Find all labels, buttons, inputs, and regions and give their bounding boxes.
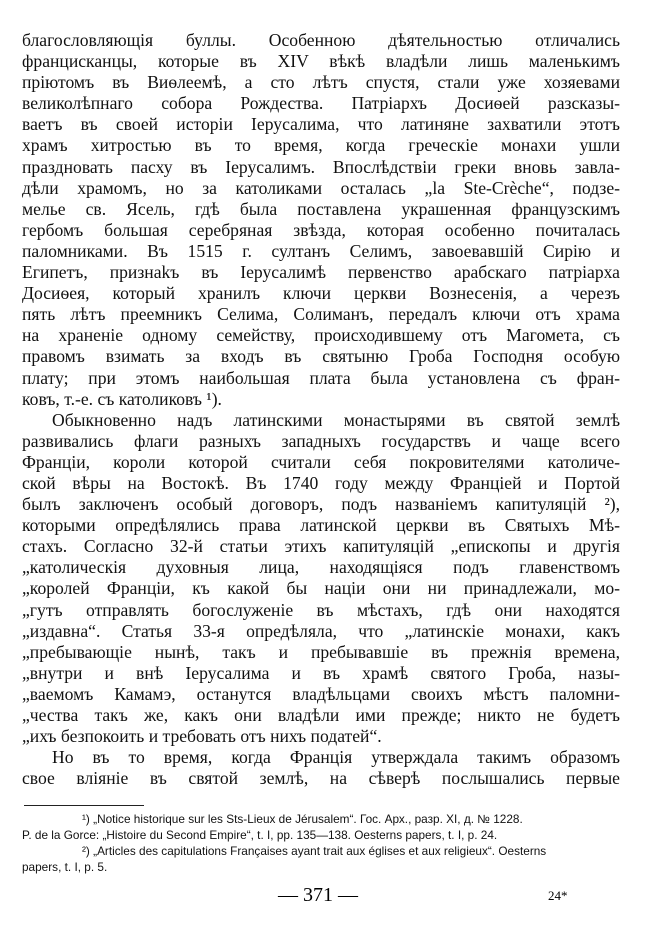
text-line: дѣли храмомъ, но за католиками осталась „la Ste-Crèche“, подзе- xyxy=(22,177,620,198)
text-line: „ваемомъ Камамэ, останутся владѣльцами своихъ мѣстъ паломни- xyxy=(22,683,620,704)
text-line: былъ заключенъ особый договоръ, подъ названіемъ капитуляцій ²), xyxy=(22,494,620,515)
footnote-line: papers, t. I, p. 5. xyxy=(22,859,108,874)
footnote-line: P. de la Gorce: „Histoire du Second Empire“, t. I, pp. 135—138. Oesterns papers, t. I, p. 24. xyxy=(22,828,498,843)
text-line: ской вѣры на Востокѣ. Въ 1740 году между Франціей и Портой xyxy=(22,472,620,493)
footnote-divider xyxy=(24,805,144,806)
text-line: францисканцы, которые въ XIV вѣкѣ владѣли лишь маленькимъ xyxy=(22,51,620,72)
text-line: „чества такъ же, какъ они владѣли ими прежде; никто не будетъ xyxy=(22,705,620,725)
text-line: „ихъ безпокоить и требовать отъ нихъ податей“. xyxy=(22,726,382,747)
text-line: развивались флаги разныхъ западныхъ государствъ и чаще всего xyxy=(22,430,620,451)
text-line: храмъ хитростью въ то время, когда греческіе монахи ушли xyxy=(22,135,620,156)
text-line: праздновать пасху въ Іерусалимъ. Впослѣдствіи греки вновь завла- xyxy=(22,156,620,177)
text-line: Египетъ, признаkъ въ Іерусалимѣ первенство арабскаго патріарха xyxy=(22,262,620,283)
text-line: „католическія духовныя лица, находящіяся подъ главенствомъ xyxy=(22,557,620,578)
footnote-line: ¹) „Notice historique sur les Sts-Lieux de Jérusalem“. Гос. Арх., разр. XI, д. № 1228. xyxy=(82,812,523,827)
text-line: Франціи, короли которой считали себя покровителями католиче- xyxy=(22,451,620,472)
text-line: Но въ то время, когда Франція утверждала такимъ образомъ xyxy=(52,747,620,768)
text-line: правомъ взимать за входъ въ святыню Гроба Господня особую xyxy=(22,346,620,367)
text-line: которыми опредѣлялись права латинской церкви въ Святыхъ Мѣ- xyxy=(22,515,620,536)
text-line: пріютомъ въ Виѳлеемѣ, а сто лѣтъ спустя, стали уже хозяевами xyxy=(22,72,620,93)
text-line: „гутъ отправлять богослуженіе въ мѣстахъ, гдѣ они находятся xyxy=(22,599,620,620)
footnote-line: ²) „Articles des capitulations Françaises ayant trait aux églises et aux religieux“. Oesterns xyxy=(82,843,547,858)
text-line: на храненіе одному семейству, происходившему отъ Магомета, съ xyxy=(22,325,620,346)
text-line: паломниками. Въ 1515 г. султанъ Селимъ, завоевавшій Сирію и xyxy=(22,240,620,261)
text-line: свое вліяніе въ святой землѣ, на сѣверѣ послышались первые xyxy=(22,768,620,789)
text-line: гербомъ большая серебряная звѣзда, которая особенно почиталась xyxy=(22,219,620,240)
text-line: „пребывающіе нынѣ, такъ и пребывавшіе въ прежнія времена, xyxy=(22,641,620,662)
page-number: — 371 — xyxy=(278,884,358,906)
text-line: „внутри и внѣ Іерусалима и въ храмѣ святого Гроба, назы- xyxy=(22,662,620,683)
text-line: стахъ. Согласно 32-й статьи этихъ капитуляцій „епископы и другія xyxy=(22,536,620,557)
sheet-signature: 24* xyxy=(548,888,568,903)
main-text xyxy=(22,30,620,789)
text-line: ваетъ въ своей исторіи Іерусалима, что латиняне захватили этотъ xyxy=(22,114,620,135)
text-line: плату; при этомъ наибольшая плата была установлена съ фран- xyxy=(22,367,620,388)
text-line: пять лѣтъ преемникъ Селима, Солиманъ, передалъ ключи отъ храма xyxy=(22,304,620,325)
text-line: Досиѳея, который хранилъ ключи церкви Вознесенія, а черезъ xyxy=(22,283,620,304)
footnotes xyxy=(22,812,620,875)
text-line: мелье св. Ясель, гдѣ была поставлена украшенная французскимъ xyxy=(22,198,620,219)
text-line: благословляющія буллы. Особенною дѣятельностью отличались xyxy=(22,30,620,50)
page-footer xyxy=(0,884,650,908)
text-line: великолѣпнаго собора Рождества. Патріархъ Досиѳей разсказы- xyxy=(22,93,620,114)
text-line: ковъ, т.-е. съ католиковъ ¹). xyxy=(22,388,222,409)
text-line: „издавна“. Статья 33-я опредѣляла, что „латинскіе монахи, какъ xyxy=(22,620,620,641)
text-line: Обыкновенно надъ латинскими монастырями въ святой землѣ xyxy=(52,409,620,430)
text-line: „королей Франціи, къ какой бы націи они ни принадлежали, мо- xyxy=(22,578,620,599)
